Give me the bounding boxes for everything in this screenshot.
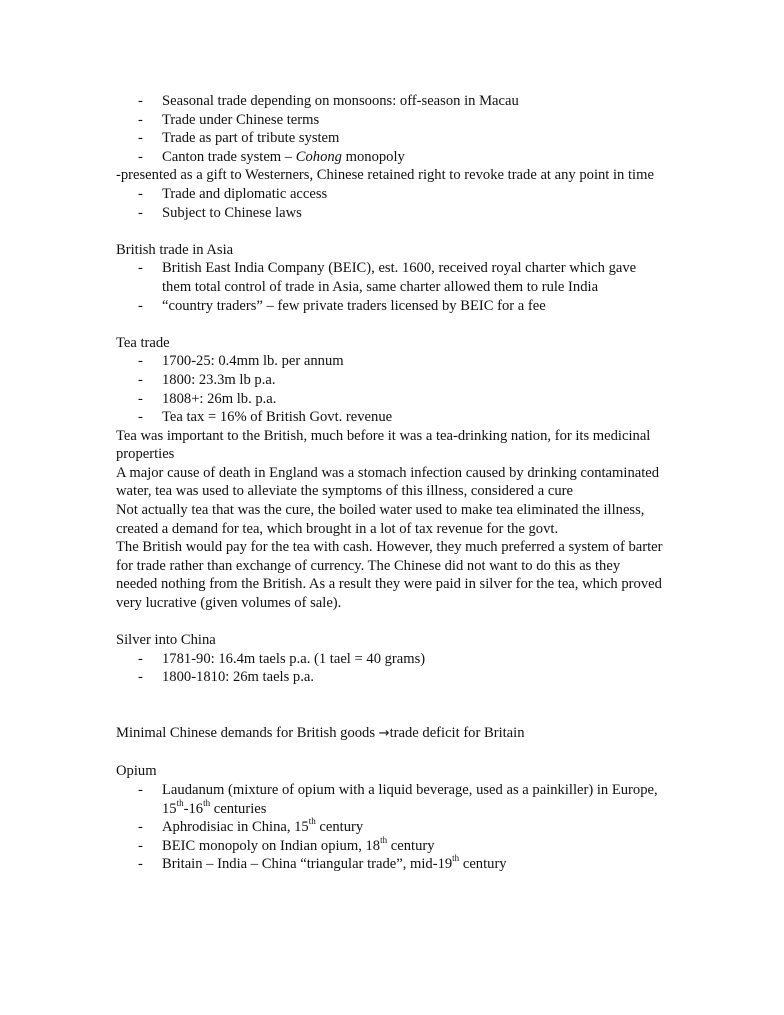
dash-bullet: - xyxy=(138,185,143,202)
list-item: - Trade and diplomatic access xyxy=(138,185,328,202)
tea-paragraph: A major cause of death in England was a stomach infection caused by drinking contaminated water, tea was used to alleviate the symptoms of this illness, considered a cure xyxy=(116,464,660,500)
dash-bullet: - xyxy=(138,148,143,165)
cohong-term: Cohong xyxy=(295,148,342,165)
tea-trade-list xyxy=(116,352,664,426)
dash-bullet: - xyxy=(138,837,143,854)
list-item: - Tea tax = 16% of British Govt. revenue xyxy=(138,409,393,426)
tea-paragraph: The British would pay for the tea with cash. However, they much preferred a system of barter for trade rather than exchange of currency. The Chinese did not want to do this as they needed nothing from the British. As a result they were paid in silver for the tea, which proved very lucrative (given volumes of sale). xyxy=(116,539,663,612)
list-item: - Trade as part of tribute system xyxy=(138,130,340,147)
silver-list xyxy=(116,650,664,687)
spacer xyxy=(116,744,664,763)
opium-list xyxy=(116,781,664,874)
canton-note: -presented as a gift to Westerners, Chinese retained right to revoke trade at any point in time xyxy=(116,167,654,184)
right-arrow-icon: → xyxy=(378,726,390,742)
dash-bullet: - xyxy=(138,297,143,314)
list-item: - Canton trade system – Cohong monopoly xyxy=(138,148,405,165)
dash-bullet: - xyxy=(138,390,143,407)
dash-bullet: - xyxy=(138,93,143,109)
silver-heading: Silver into China xyxy=(116,632,216,649)
dash-bullet: - xyxy=(138,650,143,667)
list-item: - Laudanum (mixture of opium with a liquid beverage, used as a painkiller) in Europe, 15th-16th centuries xyxy=(138,781,658,817)
dash-bullet: - xyxy=(138,260,143,277)
list-item: - Subject to Chinese laws xyxy=(138,204,302,221)
list-item: - 1781-90: 16.4m taels p.a. (1 tael = 40 grams) xyxy=(138,650,426,667)
dash-bullet: - xyxy=(138,409,143,426)
list-item: - British East India Company (BEIC), est. 1600, received royal charter which gave them total control of trade in Asia, same charter allowed them to rule India xyxy=(138,260,637,295)
tea-paragraph: Not actually tea that was the cure, the boiled water used to make tea eliminated the illness, created a demand for tea, which brought in a lot of tax revenue for the govt. xyxy=(116,502,645,537)
list-item: - Trade under Chinese terms xyxy=(138,111,320,128)
dash-bullet: - xyxy=(138,111,143,128)
british-trade-heading: British trade in Asia xyxy=(116,241,234,258)
dash-bullet: - xyxy=(138,130,143,147)
dash-bullet: - xyxy=(138,781,143,798)
dash-bullet: - xyxy=(138,353,143,370)
trade-deficit-line: Minimal Chinese demands for British goods →trade deficit for Britain xyxy=(116,725,525,742)
list-item: - 1800-1810: 26m taels p.a. xyxy=(138,669,314,686)
list-item: - Britain – India – China “triangular trade”, mid-19th century xyxy=(138,853,507,873)
dash-bullet: - xyxy=(138,669,143,686)
dash-bullet: - xyxy=(138,204,143,221)
list-item: - 1700-25: 0.4mm lb. per annum xyxy=(138,353,344,370)
spacer xyxy=(116,222,664,241)
list-item: - Seasonal trade depending on monsoons: off-season in Macau xyxy=(138,93,519,109)
dash-bullet: - xyxy=(138,371,143,388)
dash-bullet: - xyxy=(138,856,143,873)
canton-list-1 xyxy=(116,92,664,166)
spacer xyxy=(116,687,664,724)
list-item: - Aphrodisiac in China, 15th century xyxy=(138,816,364,836)
tea-trade-heading: Tea trade xyxy=(116,334,170,351)
list-item: - BEIC monopoly on Indian opium, 18th century xyxy=(138,834,435,854)
list-item: - “country traders” – few private traders licensed by BEIC for a fee xyxy=(138,297,546,314)
list-item: - 1808+: 26m lb. p.a. xyxy=(138,390,277,407)
notes-body xyxy=(116,92,664,874)
canton-list-2 xyxy=(116,185,664,222)
british-trade-list xyxy=(116,259,664,315)
tea-paragraph: Tea was important to the British, much before it was a tea-drinking nation, for its medicinal properties xyxy=(116,427,651,463)
dash-bullet: - xyxy=(138,819,143,836)
spacer xyxy=(116,613,664,632)
spacer xyxy=(116,315,664,334)
opium-heading: Opium xyxy=(116,763,157,780)
list-item: - 1800: 23.3m lb p.a. xyxy=(138,371,276,388)
